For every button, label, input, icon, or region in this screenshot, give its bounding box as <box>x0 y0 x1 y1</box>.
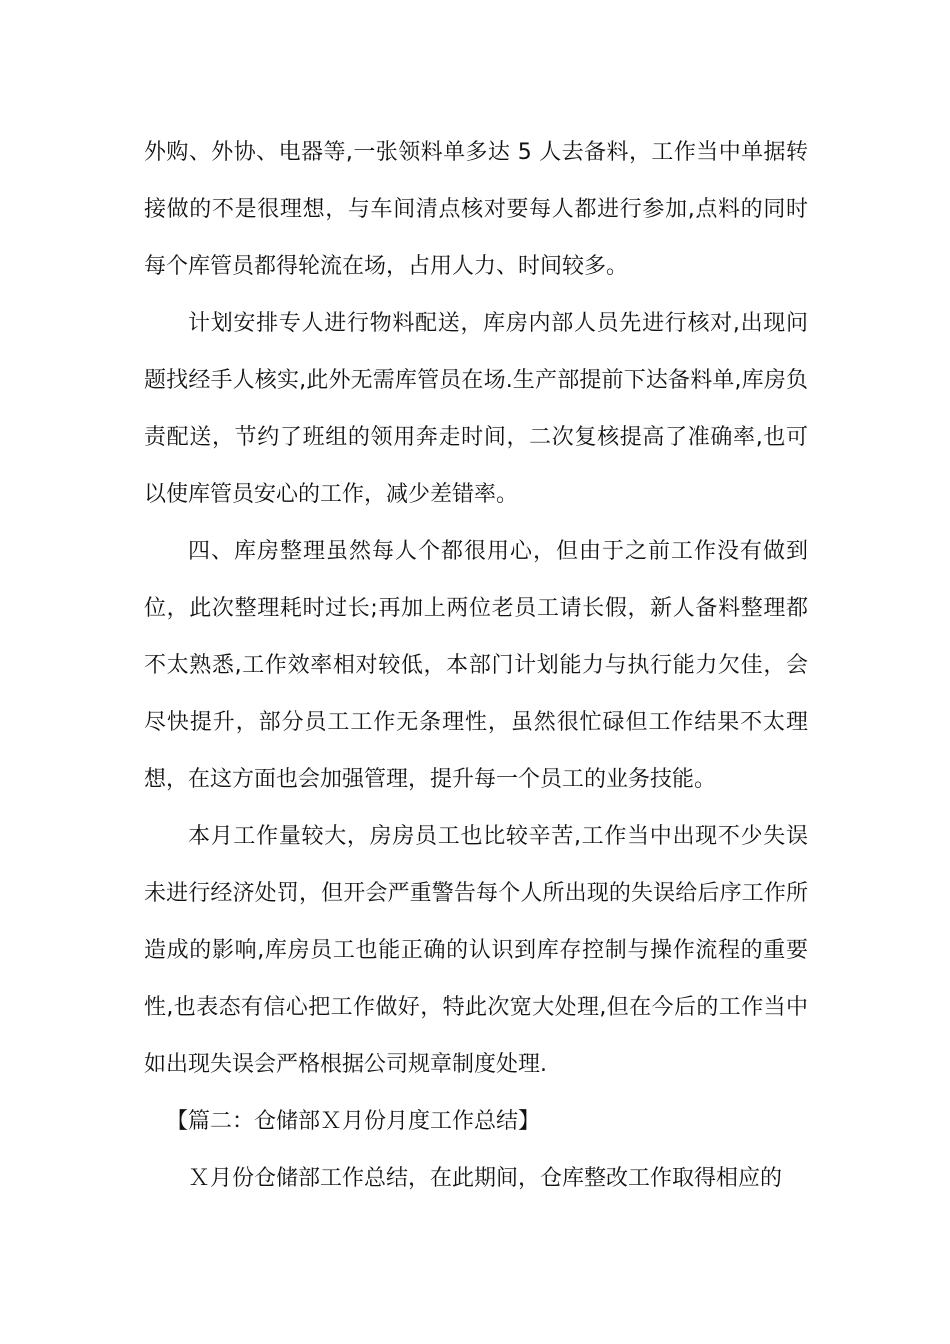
section-heading: 【篇二：仓储部Ｘ月份月度工作总结】 <box>166 1109 541 1134</box>
document-body <box>144 124 808 1207</box>
paragraph-continued: 外购、外协、电器等,一张领料单多达 5 人去备料，工作当中单据转接做的不是很理想，与车间清点核对要每人都进行参加,点料的同时每个库管员都得轮流在场，占用人力、时间较多。 <box>144 140 808 279</box>
paragraph-monthly-workload: 本月工作量较大，房房员工也比较辛苦,工作当中出现不少失误未进行经济处罚，但开会严重警告每个人所出现的失误给后序工作所造成的影响,库房员工也能正确的认识到库存控制与操作流程的重要性,也表态有信心把工作做好，特此次宽大处理,但在今后的工作当中如出现失误会严格根据公司规章制度处理. <box>144 824 808 1077</box>
paragraph-summary-intro: Ｘ月份仓储部工作总结，在此期间，仓库整改工作取得相应的 <box>188 1166 783 1191</box>
paragraph-warehouse-organization: 四、库房整理虽然每人个都很用心，但由于之前工作没有做到位，此次整理耗时过长;再加上两位老员工请长假，新人备料整理都不太熟悉,工作效率相对较低，本部门计划能力与执行能力欠佳，会尽快提升，部分员工工作无条理性，虽然很忙碌但工作结果不太理想，在这方面也会加强管理，提升每一个员工的业务技能。 <box>144 539 808 792</box>
paragraph-material-delivery: 计划安排专人进行物料配送，库房内部人员先进行核对,出现问题找经手人核实,此外无需库管员在场.生产部提前下达备料单,库房负责配送，节约了班组的领用奔走时间，二次复核提高了准确率,也可以使库管员安心的工作，减少差错率。 <box>144 311 808 507</box>
